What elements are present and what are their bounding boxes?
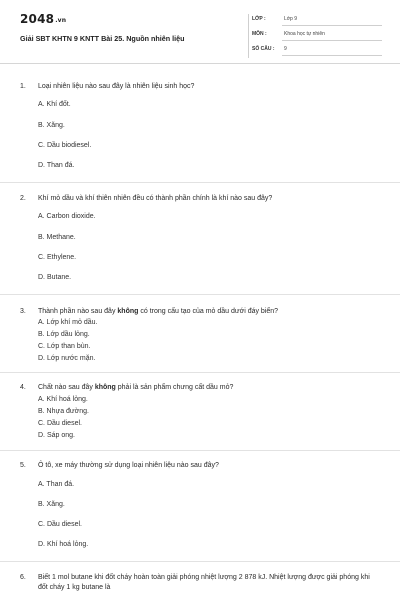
question-text: 6. Biết 1 mol butane khi đốt cháy hoàn toàn giải phóng nhiệt lượng 2 878 kJ. Nhiệt lượng được giải phóng khi đốt cháy 1 kg butane là [20,574,370,591]
option-c[interactable]: C. Dầu biodiesel. [38,142,92,149]
option-a[interactable]: A. Khí đốt. [38,101,71,108]
question-number: 5. [20,462,26,469]
question-2 [20,194,380,204]
question-number: 1. [20,83,26,90]
option-b[interactable]: B. Xăng. [38,122,65,129]
question-1 [20,82,380,92]
question-divider [0,450,400,451]
option-c[interactable]: C. Dầu diesel. [38,521,82,528]
question-6 [20,573,380,593]
header-rule [0,63,400,64]
option-d[interactable]: D. Sáp ong. [38,432,75,439]
question-number: 3. [20,308,26,315]
meta-mon [252,29,382,43]
option-c[interactable]: C. Lớp than bùn. [38,343,91,350]
question-number: 4. [20,384,26,391]
lop-value: Lớp 9 [284,16,298,22]
option-a[interactable]: A. Khí hoá lỏng. [38,396,88,403]
question-text: 3. Thành phần nào sau đây không có trong cấu tạo của mỏ dầu dưới đáy biển? [20,308,279,315]
meta-lop [252,14,382,28]
option-b[interactable]: B. Lớp dầu lỏng. [38,331,90,338]
option-b[interactable]: B. Nhựa đường. [38,408,89,415]
page-title: Giải SBT KHTN 9 KNTT Bài 25. Nguồn nhiên liệu [20,34,185,43]
question-divider [0,294,400,295]
socau-value: 9 [284,46,287,52]
mon-value: Khoa học tự nhiên [284,31,325,37]
option-a[interactable]: A. Than đá. [38,481,75,488]
option-d[interactable]: D. Khí hoá lỏng. [38,541,89,548]
question-text: 4. Chất nào sau đây không phải là sản phẩm chưng cất dầu mỏ? [20,384,234,391]
mon-label: MÔN : [252,31,267,37]
header-divider [248,14,249,58]
meta-socau [252,44,382,58]
option-c[interactable]: C. Dầu diesel. [38,420,82,427]
option-a[interactable]: A. Lớp khí mỏ dầu. [38,319,98,326]
site-logo[interactable]: 2048.vn [20,12,67,26]
option-b[interactable]: B. Xăng. [38,501,65,508]
lop-label: LỚP : [252,16,266,22]
emphasis: không [117,308,139,315]
question-3 [20,307,380,317]
socau-label: SỐ CÂU : [252,46,275,52]
option-a[interactable]: A. Carbon dioxide. [38,213,96,220]
question-text: 1. Loại nhiên liệu nào sau đây là nhiên liệu sinh học? [20,83,195,90]
question-text: 2. Khí mỏ dầu và khí thiên nhiên đều có thành phần chính là khí nào sau đây? [20,195,273,202]
question-5 [20,461,380,471]
option-b[interactable]: B. Methane. [38,234,76,241]
option-c[interactable]: C. Ethylene. [38,254,77,261]
option-d[interactable]: D. Than đá. [38,162,75,169]
question-number: 6. [20,574,26,581]
option-d[interactable]: D. Lớp nước mặn. [38,355,96,362]
question-divider [0,182,400,183]
question-text: 5. Ô tô, xe máy thường sử dụng loại nhiên liệu nào sau đây? [20,462,219,469]
logo-suffix: .vn [55,17,67,24]
header [0,0,400,66]
emphasis: không [94,384,116,391]
question-number: 2. [20,195,26,202]
option-d[interactable]: D. Butane. [38,274,72,281]
question-divider [0,372,400,373]
question-4 [20,383,380,393]
question-divider [0,561,400,562]
